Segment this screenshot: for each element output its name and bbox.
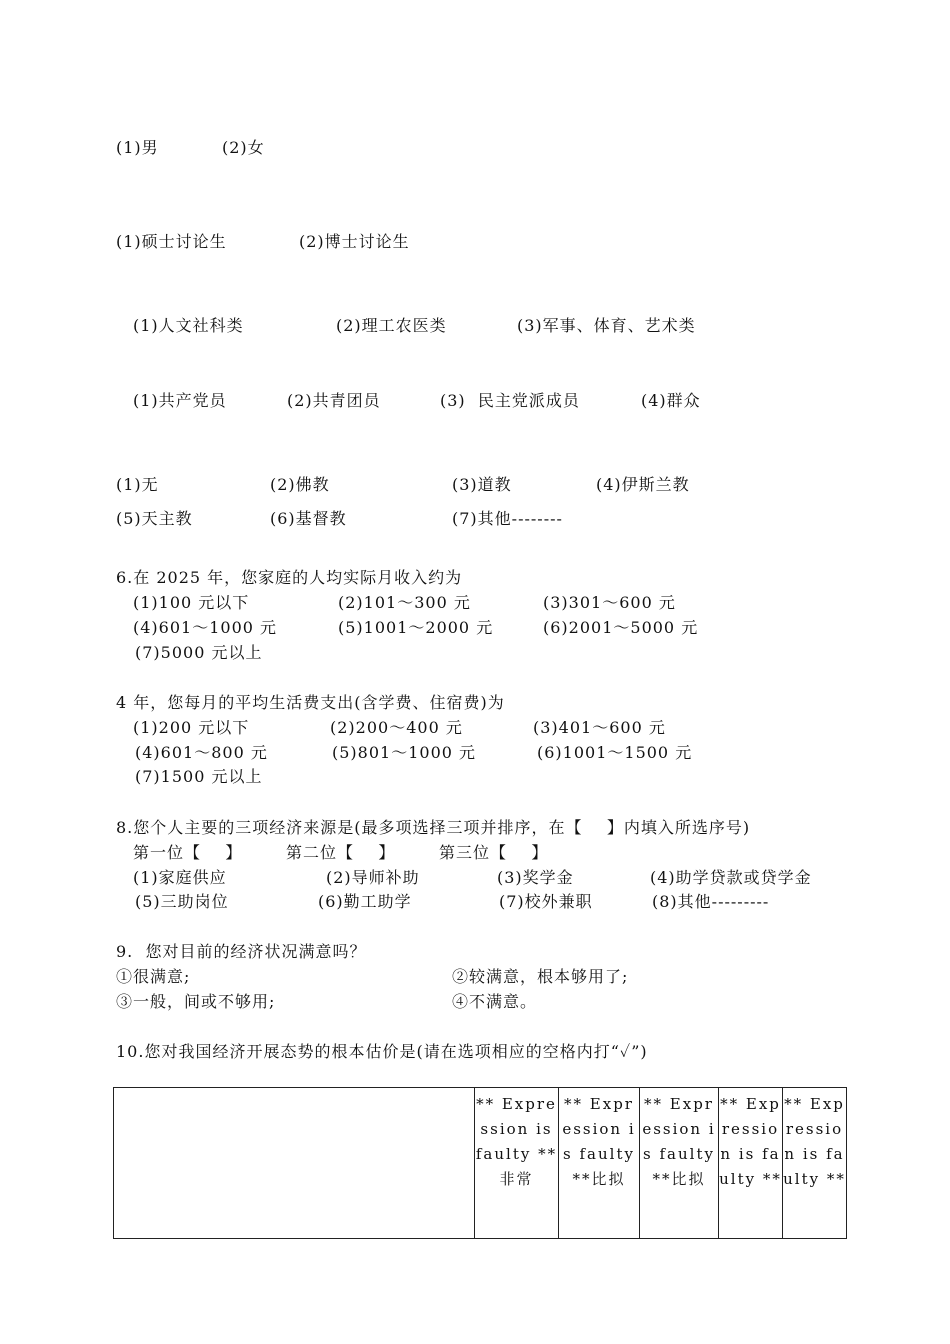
q6-option-6[interactable]: (6)2001～5000 元 (543, 618, 699, 637)
q6-option-1[interactable]: (1)100 元以下 (133, 593, 250, 612)
q5-option-2[interactable]: (2)佛教 (270, 475, 330, 494)
q8-title: 8.您个人主要的三项经济来源是(最多项选择三项并排序，在【 】内填入所选序号) (116, 818, 751, 837)
q3-option-3[interactable]: (3)军事、体育、艺术类 (517, 316, 696, 335)
q4-option-1[interactable]: (1)共产党员 (133, 391, 227, 410)
q7-option-3[interactable]: (3)401～600 元 (533, 718, 666, 737)
table-header-2: ** Expression is faulty **比拟 (559, 1088, 640, 1239)
q8-option-4[interactable]: (4)助学贷款或贷学金 (650, 868, 812, 887)
q7-option-5[interactable]: (5)801～1000 元 (332, 743, 477, 762)
q9-option-3[interactable]: ③一般，间或不够用; (116, 992, 276, 1011)
q10-rating-table (113, 1087, 847, 1239)
q9-option-1[interactable]: ①很满意; (116, 967, 191, 986)
q2-option-2[interactable]: (2)博士讨论生 (299, 232, 410, 251)
q4-option-2[interactable]: (2)共青团员 (287, 391, 381, 410)
q5-option-7[interactable]: (7)其他-------- (452, 509, 563, 528)
q7-title: 4 年，您每月的平均生活费支出(含学费、住宿费)为 (116, 693, 505, 712)
q6-option-5[interactable]: (5)1001～2000 元 (338, 618, 494, 637)
q6-option-7[interactable]: (7)5000 元以上 (135, 643, 263, 662)
q6-option-4[interactable]: (4)601～1000 元 (133, 618, 278, 637)
q8-rank-3[interactable]: 第三位【 】 (439, 843, 549, 862)
q5-option-4[interactable]: (4)伊斯兰教 (596, 475, 690, 494)
table-blank-cell (114, 1088, 475, 1239)
q6-option-3[interactable]: (3)301～600 元 (543, 593, 676, 612)
q1-option-2[interactable]: (2)女 (222, 138, 265, 157)
q5-option-5[interactable]: (5)天主教 (116, 509, 193, 528)
q4-option-3[interactable]: (3) 民主党派成员 (440, 391, 580, 410)
q8-option-8[interactable]: (8)其他--------- (652, 892, 770, 911)
q9-title: 9. 您对目前的经济状况满意吗？ (116, 942, 367, 961)
q8-option-7[interactable]: (7)校外兼职 (499, 892, 593, 911)
q7-option-4[interactable]: (4)601～800 元 (135, 743, 268, 762)
q9-option-4[interactable]: ④不满意。 (452, 992, 538, 1011)
q4-option-4[interactable]: (4)群众 (641, 391, 701, 410)
q8-option-5[interactable]: (5)三助岗位 (135, 892, 229, 911)
table-header-3: ** Expression is faulty **比拟 (640, 1088, 719, 1239)
q9-option-2[interactable]: ②较满意，根本够用了; (452, 967, 629, 986)
q7-option-2[interactable]: (2)200～400 元 (330, 718, 463, 737)
table-header-4: ** Expression is faulty ** (719, 1088, 783, 1239)
q8-option-1[interactable]: (1)家庭供应 (133, 868, 227, 887)
q8-option-2[interactable]: (2)导师补助 (326, 868, 420, 887)
q8-rank-1[interactable]: 第一位【 】 (133, 843, 243, 862)
q6-option-2[interactable]: (2)101～300 元 (338, 593, 471, 612)
q5-option-6[interactable]: (6)基督教 (270, 509, 347, 528)
q5-option-1[interactable]: (1)无 (116, 475, 159, 494)
q6-title: 6.在 2025 年，您家庭的人均实际月收入约为 (116, 568, 463, 587)
q1-option-1[interactable]: (1)男 (116, 138, 159, 157)
q5-option-3[interactable]: (3)道教 (452, 475, 512, 494)
q8-option-3[interactable]: (3)奖学金 (497, 868, 574, 887)
q2-option-1[interactable]: (1)硕士讨论生 (116, 232, 227, 251)
q8-option-6[interactable]: (6)勤工助学 (318, 892, 412, 911)
q8-rank-2[interactable]: 第二位【 】 (286, 843, 396, 862)
q7-option-6[interactable]: (6)1001～1500 元 (537, 743, 693, 762)
q7-option-7[interactable]: (7)1500 元以上 (135, 767, 263, 786)
q3-option-1[interactable]: (1)人文社科类 (133, 316, 244, 335)
table-header-row (114, 1088, 847, 1239)
table-header-1: ** Expression is faulty **非常 (475, 1088, 559, 1239)
q10-title: 10.您对我国经济开展态势的根本估价是(请在选项相应的空格内打“✓”) (116, 1042, 648, 1061)
q7-option-1[interactable]: (1)200 元以下 (133, 718, 250, 737)
table-header-5: ** Expression is faulty ** (783, 1088, 847, 1239)
q3-option-2[interactable]: (2)理工农医类 (336, 316, 447, 335)
